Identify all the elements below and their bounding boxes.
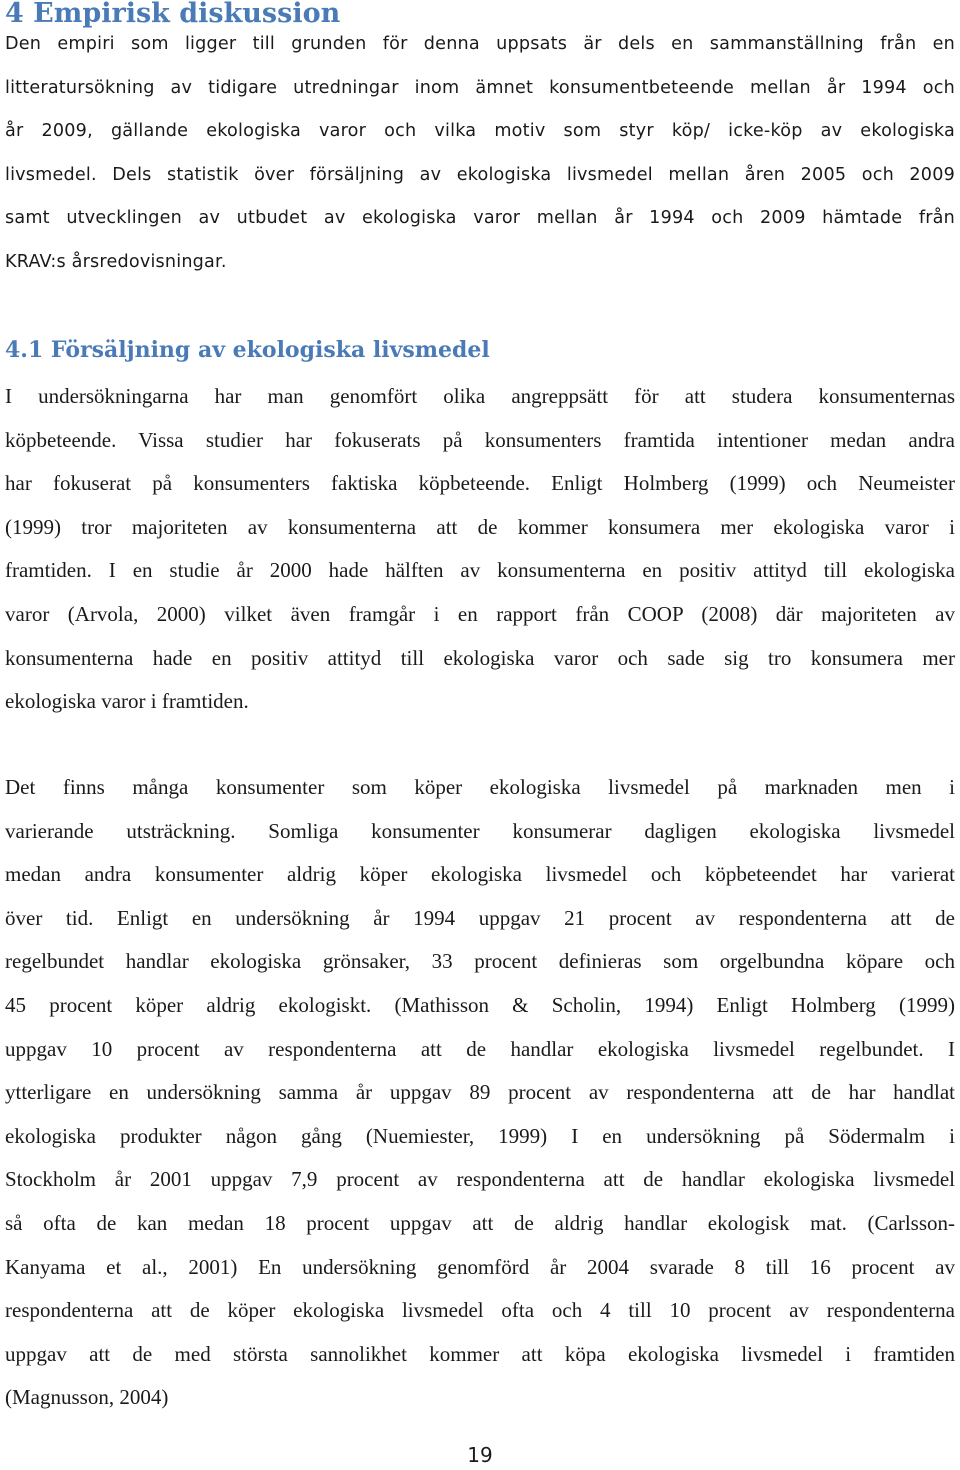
text-line: livsmedel. Dels statistik över försäljning av ekologiska livsmedel mellan åren 2005 och 2009 [5,164,955,185]
text-line: (1999) tror majoriteten av konsumenterna att de kommer konsumera mer ekologiska varor i [5,514,955,539]
text-line: I undersökningarna har man genomfört olika angreppsätt för att studera konsumenternas [5,384,955,408]
text-line: uppgav 10 procent av respondenterna att de handlar ekologiska livsmedel regelbundet. I [5,1036,955,1061]
body-paragraph-1 [5,375,955,724]
text-line: uppgav att de med största sannolikhet kommer att köpa ekologiska livsmedel i framtiden [5,1341,955,1366]
text-line: så ofta de kan medan 18 procent uppgav att de aldrig handlar ekologisk mat. (Carlsson- [5,1210,955,1235]
text-line: (Magnusson, 2004) [5,1385,169,1410]
text-line: framtiden. I en studie år 2000 hade hälften av konsumenterna en positiv attityd till ekologiska [5,558,955,583]
text-line: över tid. Enligt en undersökning år 1994 uppgav 21 procent av respondenterna att de [5,905,955,930]
text-line: köpbeteende. Vissa studier har fokuserats på konsumenters framtida intentioner medan andra [5,427,955,452]
subsection-heading: 4.1 Försäljning av ekologiska livsmedel [5,337,490,363]
text-line: konsumenterna hade en positiv attityd till ekologiska varor och sade sig tro konsumera mer [5,645,955,670]
text-line: ekologiska produkter någon gång (Nuemiester, 1999) I en undersökning på Södermalm i [5,1123,955,1148]
text-line: ytterligare en undersökning samma år uppgav 89 procent av respondenterna att de har handlat [5,1080,955,1105]
text-line: Det finns många konsumenter som köper ekologiska livsmedel på marknaden men i [5,775,955,799]
intro-paragraph [5,23,955,285]
text-line: litteratursökning av tidigare utredningar inom ämnet konsumentbeteende mellan år 1994 och [5,77,955,98]
text-line: ekologiska varor i framtiden. [5,689,249,714]
text-line: KRAV:s årsredovisningar. [5,251,227,272]
text-line: regelbundet handlar ekologiska grönsaker, 33 procent definieras som orgelbundna köpare och [5,949,955,974]
text-line: Stockholm år 2001 uppgav 7,9 procent av respondenterna att de handlar ekologiska livsmedel [5,1167,955,1192]
text-line: respondenterna att de köper ekologiska livsmedel ofta och 4 till 10 procent av respondenterna [5,1298,955,1323]
text-line: Kanyama et al., 2001) En undersökning genomförd år 2004 svarade 8 till 16 procent av [5,1254,955,1279]
text-line: varor (Arvola, 2000) vilket även framgår i en rapport från COOP (2008) där majoriteten av [5,601,955,626]
text-line: Den empiri som ligger till grunden för denna uppsats är dels en sammanställning från en [5,34,955,54]
text-line: 45 procent köper aldrig ekologiskt. (Mathisson & Scholin, 1994) Enligt Holmberg (1999) [5,992,955,1017]
text-line: har fokuserat på konsumenters faktiska köpbeteende. Enligt Holmberg (1999) och Neumeister [5,471,955,496]
page-number: 19 [467,1443,493,1467]
body-paragraph-2 [5,766,955,1420]
text-line: medan andra konsumenter aldrig köper ekologiska livsmedel och köpbeteendet har varierat [5,862,955,887]
section-heading: 4 Empirisk diskussion [5,0,341,29]
text-line: år 2009, gällande ekologiska varor och vilka motiv som styr köp/ icke-köp av ekologiska [5,121,955,142]
text-line: varierande utsträckning. Somliga konsumenter konsumerar dagligen ekologiska livsmedel [5,818,955,843]
text-line: samt utvecklingen av utbudet av ekologiska varor mellan år 1994 och 2009 hämtade från [5,208,955,229]
